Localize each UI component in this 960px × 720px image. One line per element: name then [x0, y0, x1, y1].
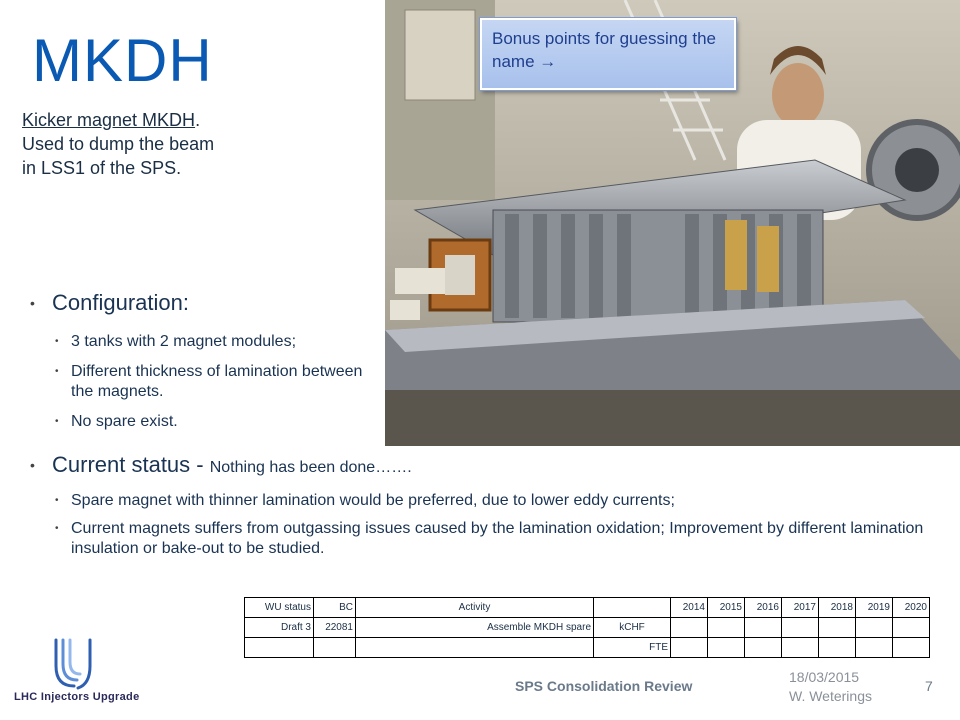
table-cell: 2015 [708, 598, 745, 618]
logo-text: LHC Injectors Upgrade [14, 691, 140, 703]
bonus-callout: Bonus points for guessing the name → [480, 18, 736, 90]
status-heading [28, 450, 928, 483]
table-cell: FTE [594, 638, 671, 658]
table-cell [856, 638, 893, 658]
table-cell [594, 598, 671, 618]
table-row [245, 618, 930, 638]
table-cell: 2019 [856, 598, 893, 618]
status-heading-label: Current status - [52, 452, 210, 477]
page-number: 7 [925, 678, 933, 694]
table-cell [819, 638, 856, 658]
table-cell [819, 618, 856, 638]
table-cell [671, 618, 708, 638]
table-cell [893, 638, 930, 658]
configuration-section [28, 288, 388, 432]
configuration-heading: • Configuration: [28, 288, 388, 318]
status-note: Nothing has been done……. [209, 459, 412, 476]
configuration-item: • No spare exist. [28, 412, 388, 432]
table-cell [356, 638, 594, 658]
table-cell: 2014 [671, 598, 708, 618]
table-row [245, 638, 930, 658]
slide-title: MKDH [32, 27, 213, 94]
table-cell: Activity [356, 598, 594, 618]
footer-date: 18/03/2015 [789, 669, 860, 685]
table-cell [708, 638, 745, 658]
work-unit-table [244, 597, 930, 658]
table-cell: kCHF [594, 618, 671, 638]
status-item: • Current magnets suffers from outgassing issues caused by the lamination oxidation; Improvement by different lamination insulation or bake-out to be studied. [28, 519, 928, 559]
footer-title: SPS Consolidation Review [515, 678, 693, 694]
table-cell [245, 638, 314, 658]
table-cell [671, 638, 708, 658]
table-cell [745, 638, 782, 658]
subtitle-period: . [195, 110, 201, 130]
table-cell: WU status [245, 598, 314, 618]
status-section [28, 450, 928, 559]
table-header-row [245, 598, 930, 618]
footer-author: W. Weterings [789, 688, 872, 704]
subtitle-line2: Used to dump the beam [22, 134, 215, 154]
subtitle [22, 108, 302, 180]
subtitle-line3: in LSS1 of the SPS. [22, 158, 182, 178]
table-cell: 2016 [745, 598, 782, 618]
table-cell [856, 618, 893, 638]
table-cell: Assemble MKDH spare [356, 618, 594, 638]
table-cell [782, 638, 819, 658]
configuration-item: • Different thickness of lamination between the magnets. [28, 362, 388, 402]
status-item: • Spare magnet with thinner lamination would be preferred, due to lower eddy currents; [28, 491, 928, 511]
table-cell: 2020 [893, 598, 930, 618]
table-cell: BC [314, 598, 356, 618]
footer-date-author [789, 668, 872, 706]
configuration-item: • 3 tanks with 2 magnet modules; [28, 332, 388, 352]
table-cell: 2018 [819, 598, 856, 618]
table-cell: Draft 3 [245, 618, 314, 638]
subtitle-link[interactable]: Kicker magnet MKDH [22, 110, 196, 130]
table-cell [893, 618, 930, 638]
table-cell [708, 618, 745, 638]
table-cell: 2017 [782, 598, 819, 618]
table-cell [782, 618, 819, 638]
table-cell: 22081 [314, 618, 356, 638]
table-cell [745, 618, 782, 638]
table-cell [314, 638, 356, 658]
